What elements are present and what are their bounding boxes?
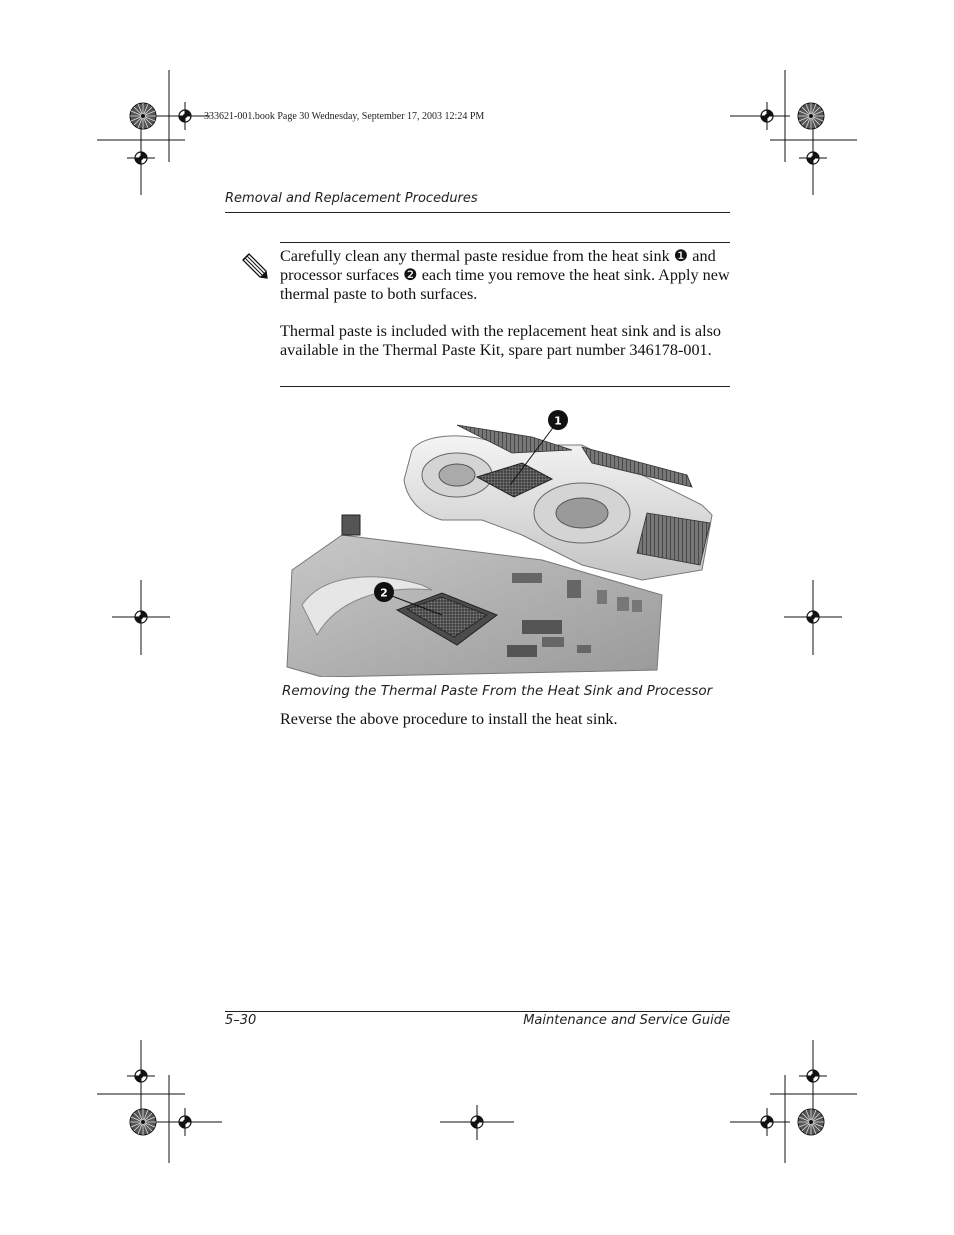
guide-title: Maintenance and Service Guide bbox=[523, 1013, 730, 1028]
note-top-rule bbox=[280, 242, 730, 243]
footer-rule bbox=[225, 1011, 730, 1012]
heat-sink-illustration bbox=[282, 405, 718, 677]
figure-caption: Removing the Thermal Paste From the Heat Sink and Processor bbox=[282, 683, 713, 699]
callout-2-label: 2 bbox=[380, 586, 388, 600]
print-info: 333621-001.book Page 30 Wednesday, September 17, 2003 12:24 PM bbox=[204, 111, 485, 122]
callout-2 bbox=[374, 582, 394, 602]
running-head: Removal and Replacement Procedures bbox=[225, 191, 478, 206]
callout-1 bbox=[548, 410, 568, 430]
header-rule bbox=[225, 212, 730, 213]
body-text: Reverse the above procedure to install the heat sink. bbox=[280, 710, 618, 728]
note-bottom-rule bbox=[280, 386, 730, 387]
callout-1-label: 1 bbox=[554, 414, 562, 428]
note-paragraph-1: Carefully clean any thermal paste residue from the heat sink ❶ and processor surfaces ❷ each time you remove the heat sink. Apply new thermal paste to both surfaces. bbox=[280, 247, 730, 303]
page-number: 5–30 bbox=[225, 1013, 257, 1028]
pencil-note-icon bbox=[240, 250, 272, 280]
note-text bbox=[280, 247, 730, 360]
note-paragraph-2: Thermal paste is included with the replacement heat sink and is also available in the Thermal Paste Kit, spare part number 346178-001. bbox=[280, 322, 721, 359]
